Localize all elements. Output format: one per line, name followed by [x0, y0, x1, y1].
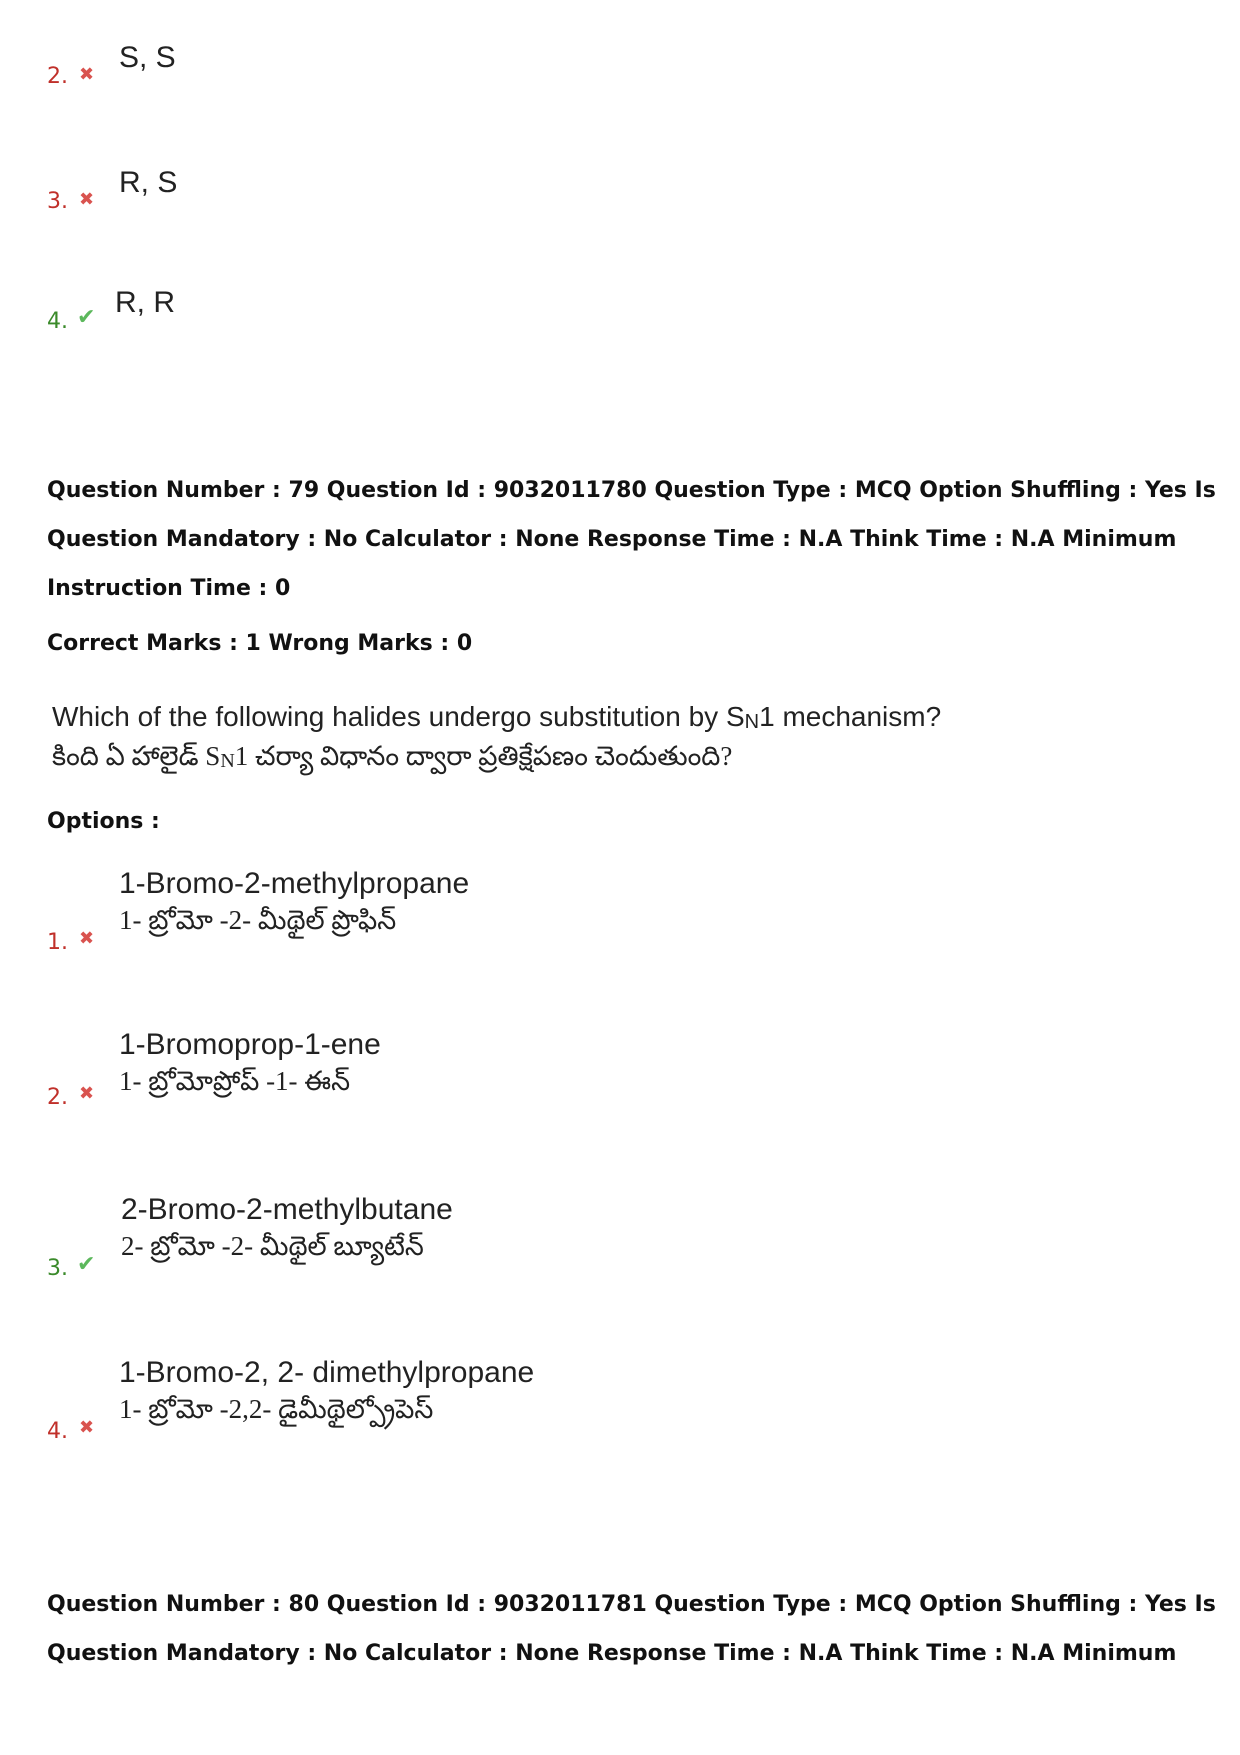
cross-mark-icon: ✖	[79, 64, 95, 85]
subscript: N	[744, 711, 760, 733]
option-content	[119, 1355, 534, 1427]
question-text-en-pre: Which of the following halides undergo substitution by S	[52, 701, 745, 732]
question-text-te-post: 1 చర్యా విధానం ద్వారా ప్రతిక్షేపణం చెందుతుంది?	[234, 741, 733, 771]
option-telugu: 1- బ్రోమో -2,2- డైమీథైల్ప్రోపెస్	[119, 1394, 434, 1424]
meta-line-3: Instruction Time : 0	[47, 576, 291, 601]
cross-mark-icon: ✖	[79, 1417, 95, 1438]
options-label: Options :	[47, 809, 160, 834]
option-text: R, S	[119, 166, 178, 199]
question-text-te-pre: కింది ఏ హాలైడ్ S	[52, 741, 221, 771]
option-english: 1-Bromo-2-methylpropane	[119, 867, 470, 900]
meta-line-2: Question Mandatory : No Calculator : None Response Time : N.A Think Time : N.A Minimum	[47, 1641, 1177, 1666]
question-79-meta	[47, 466, 1217, 613]
meta-line-2: Question Mandatory : No Calculator : None Response Time : N.A Think Time : N.A Minimum	[47, 527, 1177, 552]
option-english: 2-Bromo-2-methylbutane	[121, 1193, 453, 1226]
question-79-marks: Correct Marks : 1 Wrong Marks : 0	[47, 631, 473, 656]
option-content	[119, 866, 469, 938]
option-telugu: 1- బ్రోమోప్రోప్ -1- ఈన్	[119, 1066, 351, 1096]
option-number: 4.	[47, 309, 68, 334]
cross-mark-icon: ✖	[79, 1083, 95, 1104]
check-mark-icon: ✔	[77, 305, 96, 330]
meta-line-1: Question Number : 80 Question Id : 9032011781 Question Type : MCQ Option Shuffling : Yes Is	[47, 1592, 1216, 1617]
subscript: N	[220, 750, 235, 772]
cross-mark-icon: ✖	[79, 189, 95, 210]
option-text: S, S	[119, 41, 176, 74]
option-telugu: 1- బ్రోమో -2- మీథైల్ ప్రొఫిన్	[119, 905, 397, 935]
option-number: 3.	[47, 189, 68, 214]
option-text: R, R	[115, 286, 175, 319]
option-number: 1.	[47, 930, 68, 955]
question-80-meta	[47, 1580, 1217, 1678]
option-telugu: 2- బ్రోమో -2- మీథైల్ బ్యూటేన్	[121, 1231, 424, 1261]
cross-mark-icon: ✖	[79, 928, 95, 949]
option-english: 1-Bromoprop-1-ene	[119, 1028, 381, 1061]
option-number: 4.	[47, 1419, 68, 1444]
question-text-en-post: 1 mechanism?	[759, 701, 942, 732]
option-number: 3.	[47, 1256, 68, 1281]
option-english: 1-Bromo-2, 2- dimethylpropane	[119, 1356, 535, 1389]
option-number: 2.	[47, 1085, 68, 1110]
question-text-english	[52, 698, 941, 741]
meta-line-1: Question Number : 79 Question Id : 9032011780 Question Type : MCQ Option Shuffling : Yes Is	[47, 478, 1216, 503]
option-content	[121, 1192, 453, 1264]
check-mark-icon: ✔	[77, 1252, 96, 1277]
option-number: 2.	[47, 64, 68, 89]
question-text-telugu	[52, 737, 732, 780]
option-content	[119, 1027, 381, 1099]
